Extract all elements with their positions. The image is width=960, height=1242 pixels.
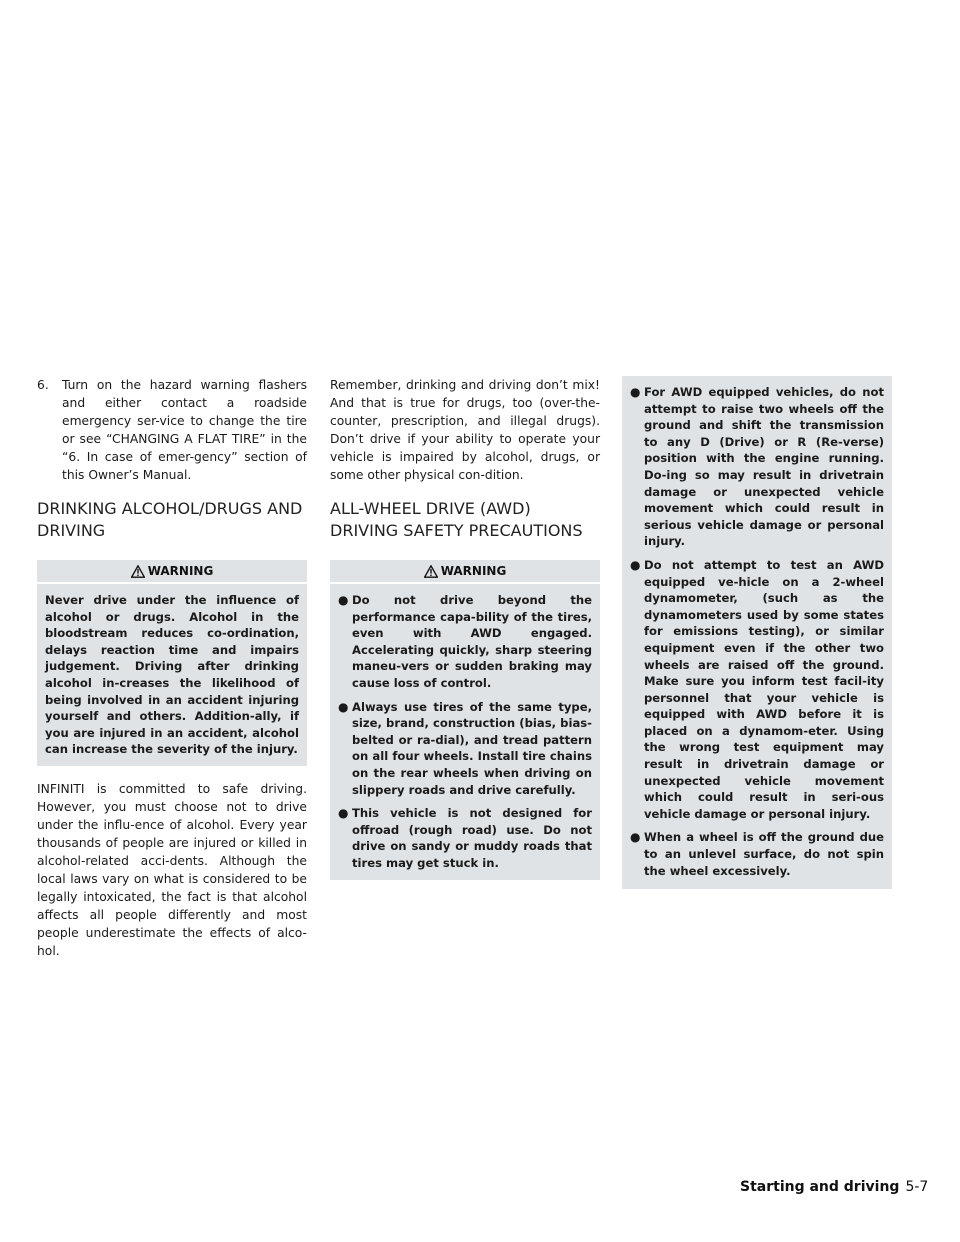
bullet-icon: ● <box>630 385 641 399</box>
warning-header <box>330 560 600 584</box>
column-right <box>622 376 892 889</box>
item-number: 6. <box>37 378 49 392</box>
warning-box-awd <box>330 560 600 880</box>
bullet-icon: ● <box>338 806 349 821</box>
warning-triangle-icon <box>131 565 145 578</box>
footer-chapter: Starting and driving <box>740 1179 900 1195</box>
section-heading-awd: ALL-WHEEL DRIVE (AWD) DRIVING SAFETY PRECAUTIONS <box>330 499 583 540</box>
section-heading-alcohol: DRINKING ALCOHOL/DRUGS AND DRIVING <box>37 499 303 540</box>
bullet-icon: ● <box>338 699 349 714</box>
warning-triangle-icon <box>424 565 438 578</box>
warning-bullet-list <box>330 584 600 872</box>
list-item <box>338 699 592 799</box>
page-number: 5-7 <box>905 1179 929 1195</box>
bullet-text: Do not drive beyond the performance capa-bility of the tires, even with AWD engaged. Accelerating quickly, sharp steering maneu-vers or sudden braking may cause loss of control. <box>352 593 592 690</box>
warning-label: WARNING <box>147 564 214 578</box>
column-left <box>37 376 307 960</box>
page-footer <box>740 1179 929 1195</box>
numbered-item-6 <box>37 376 307 484</box>
bullet-text: Always use tires of the same type, size, brand, construction (bias, bias-belted or ra-dial), and tread pattern on all four wheels. Install tire chains on the rear wheels when driving on slippery roads and drive carefully. <box>352 699 592 797</box>
body-paragraph-remember: Remember, drinking and driving don’t mix! And that is true for drugs, too (over-the-counter, prescription, and illegal drugs). Don’t drive if your ability to operate your vehicle is impaired by alcohol, drugs, or some other physical con-dition. <box>330 378 600 482</box>
column-middle <box>330 376 600 880</box>
bullet-icon: ● <box>338 593 349 607</box>
bullet-icon: ● <box>630 557 641 572</box>
list-item <box>630 557 884 823</box>
list-item <box>630 384 884 550</box>
warning-text: Never drive under the influence of alcohol or drugs. Alcohol in the bloodstream reduces co-ordination, delays reaction time and impairs judgement. Driving after drinking alcohol in-creases the likelihood of being involved in an accident injuring yourself and others. Addition-ally, if you are injured in an accident, alcohol can increase the severity of the injury. <box>45 593 299 757</box>
list-item <box>338 805 592 871</box>
warning-box-awd-continued <box>622 376 892 889</box>
bullet-text: When a wheel is off the ground due to an unlevel surface, do not spin the wheel excessively. <box>644 830 884 878</box>
warning-header <box>37 560 307 584</box>
warning-box-alcohol <box>37 560 307 766</box>
warning-label: WARNING <box>440 564 507 578</box>
bullet-text: This vehicle is not designed for offroad (rough road) use. Do not drive on sandy or muddy roads that tires may get stuck in. <box>352 806 592 870</box>
bullet-icon: ● <box>630 830 641 845</box>
body-paragraph-infiniti: INFINITI is committed to safe driving. However, you must choose not to drive under the influ-ence of alcohol. Every year thousands of people are injured or killed in alcohol-related acci-dents. Although the local laws vary on what is considered to be legally intoxicated, the fact is that alcohol affects all people differently and most people underestimate the effects of alco-hol. <box>37 781 307 958</box>
item-text: Turn on the hazard warning flashers and either contact a roadside emergency ser-vice to change the tire or see “CHANGING A FLAT TIRE” in the “6. In case of emer-gency” section of this Owner’s Manual. <box>62 378 307 482</box>
bullet-text: For AWD equipped vehicles, do not attempt to raise two wheels off the ground and shift the transmission to any D (Drive) or R (Re-verse) position with the engine running. Do-ing so may result in drivetrain damage or unexpected vehicle movement which could result in serious vehicle damage or personal injury. <box>644 385 884 549</box>
list-item <box>338 592 592 692</box>
bullet-text: Do not attempt to test an AWD equipped ve-hicle on a 2-wheel dynamometer, (such as the dynamometers used by some states for emissions testing), or similar equipment even if the other two wheels are raised off the ground. Make sure you inform test facil-ity personnel that your vehicle is equipped with AWD before it is placed on a dynamom-eter. Using the wrong test equipment may result in drivetrain damage or unexpected vehicle movement which could result in seri-ous vehicle damage or personal injury. <box>644 557 884 821</box>
list-item <box>630 829 884 879</box>
